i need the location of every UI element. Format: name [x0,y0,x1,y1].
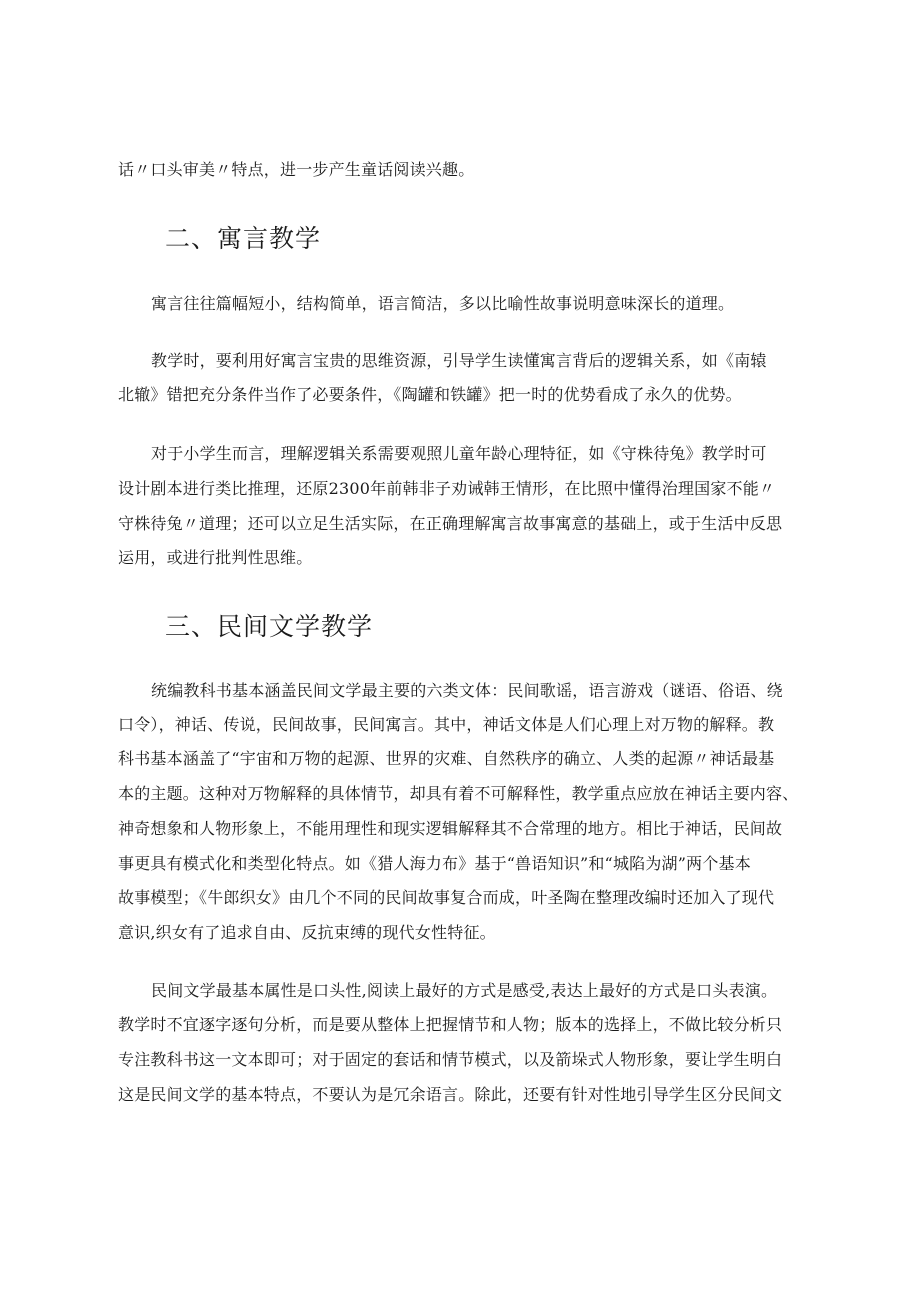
s3-p2-line-1: 民间文学最基本属性是口头性,阅读上最好的方式是感受,表达上最好的方式是口头表演。 [151,981,778,1000]
s2-p2-line-2: 北辙》错把充分条件当作了必要条件，《陶罐和铁罐》把一时的优势看成了永久的优势。 [118,385,742,404]
section-2-heading: 二、寓言教学 [165,224,322,253]
s3-p1-line-8: 意识,织女有了追求自由、反抗束缚的现代女性特征。 [118,923,496,942]
section-3-heading: 三、民间文学教学 [165,612,374,641]
s2-p1-line-1: 寓言往往篇幅短小，结构简单，语言简洁，多以比喻性故事说明意味深长的道理。 [151,294,735,313]
s3-p2-line-4: 这是民间文学的基本特点，不要认为是冗余语言。除此，还要有针对性地引导学生区分民间文 [118,1085,783,1104]
s2-p3-line-3: 守株待兔〃道理；还可以立足生活实际，在正确理解寓言故事寓意的基础上，或于生活中反思 [118,514,783,533]
s3-p1-line-6: 事更具有模式化和类型化特点。如《猎人海力布》基于“兽语知识”和“城陷为湖”两个基本 [118,854,751,873]
s3-p1-line-5: 神奇想象和人物形象上，不能用理性和现实逻辑解释其不合常理的地方。相比于神话，民间故 [118,819,783,838]
s3-p2-line-2: 教学时不宜逐字逐句分析，而是要从整体上把握情节和人物；版本的选择上，不做比较分析只 [118,1015,783,1034]
s2-p2-line-1: 教学时，要利用好寓言宝贵的思维资源，引导学生读懂寓言背后的逻辑关系，如《南辕 [151,351,767,370]
s2-p3-line-1: 对于小学生而言，理解逻辑关系需要观照儿童年龄心理特征，如《守株待兔》教学时可 [151,444,767,463]
s3-p1-line-2: 口令），神话、传说，民间故事，民间寓言。其中，神话文体是人们心理上对万物的解释。教 [118,715,775,734]
s3-p1-line-1: 统编教科书基本涵盖民间文学最主要的六类文体：民间歌谣，语言游戏（谜语、俗语、绕 [151,681,783,700]
s3-p1-line-4: 本的主题。这种对万物解释的具体情节，却具有着不可解释性，教学重点应放在神话主要内容、 [118,784,799,803]
s2-p3-line-2: 设计剧本进行类比推理，还原2300年前韩非子劝诫韩王情形，在比照中懂得治理国家不能〃 [118,479,776,498]
s3-p1-line-3: 科书基本涵盖了“宇宙和万物的起源、世界的灾难、自然秩序的确立、人类的起源〃神话最基 [118,749,775,768]
s3-p2-line-3: 专注教科书这一文本即可；对于固定的套话和情节模式，以及箭垛式人物形象，要让学生明白 [118,1050,783,1069]
s2-p3-line-4: 运用，或进行批判性思维。 [118,548,313,567]
continuation-line-1: 话〃口头审美〃特点，进一步产生童话阅读兴趣。 [118,160,475,179]
s3-p1-line-7: 故事模型；《牛郎织女》由几个不同的民间故事复合而成，叶圣陶在整理改编时还加入了现代 [118,888,775,907]
